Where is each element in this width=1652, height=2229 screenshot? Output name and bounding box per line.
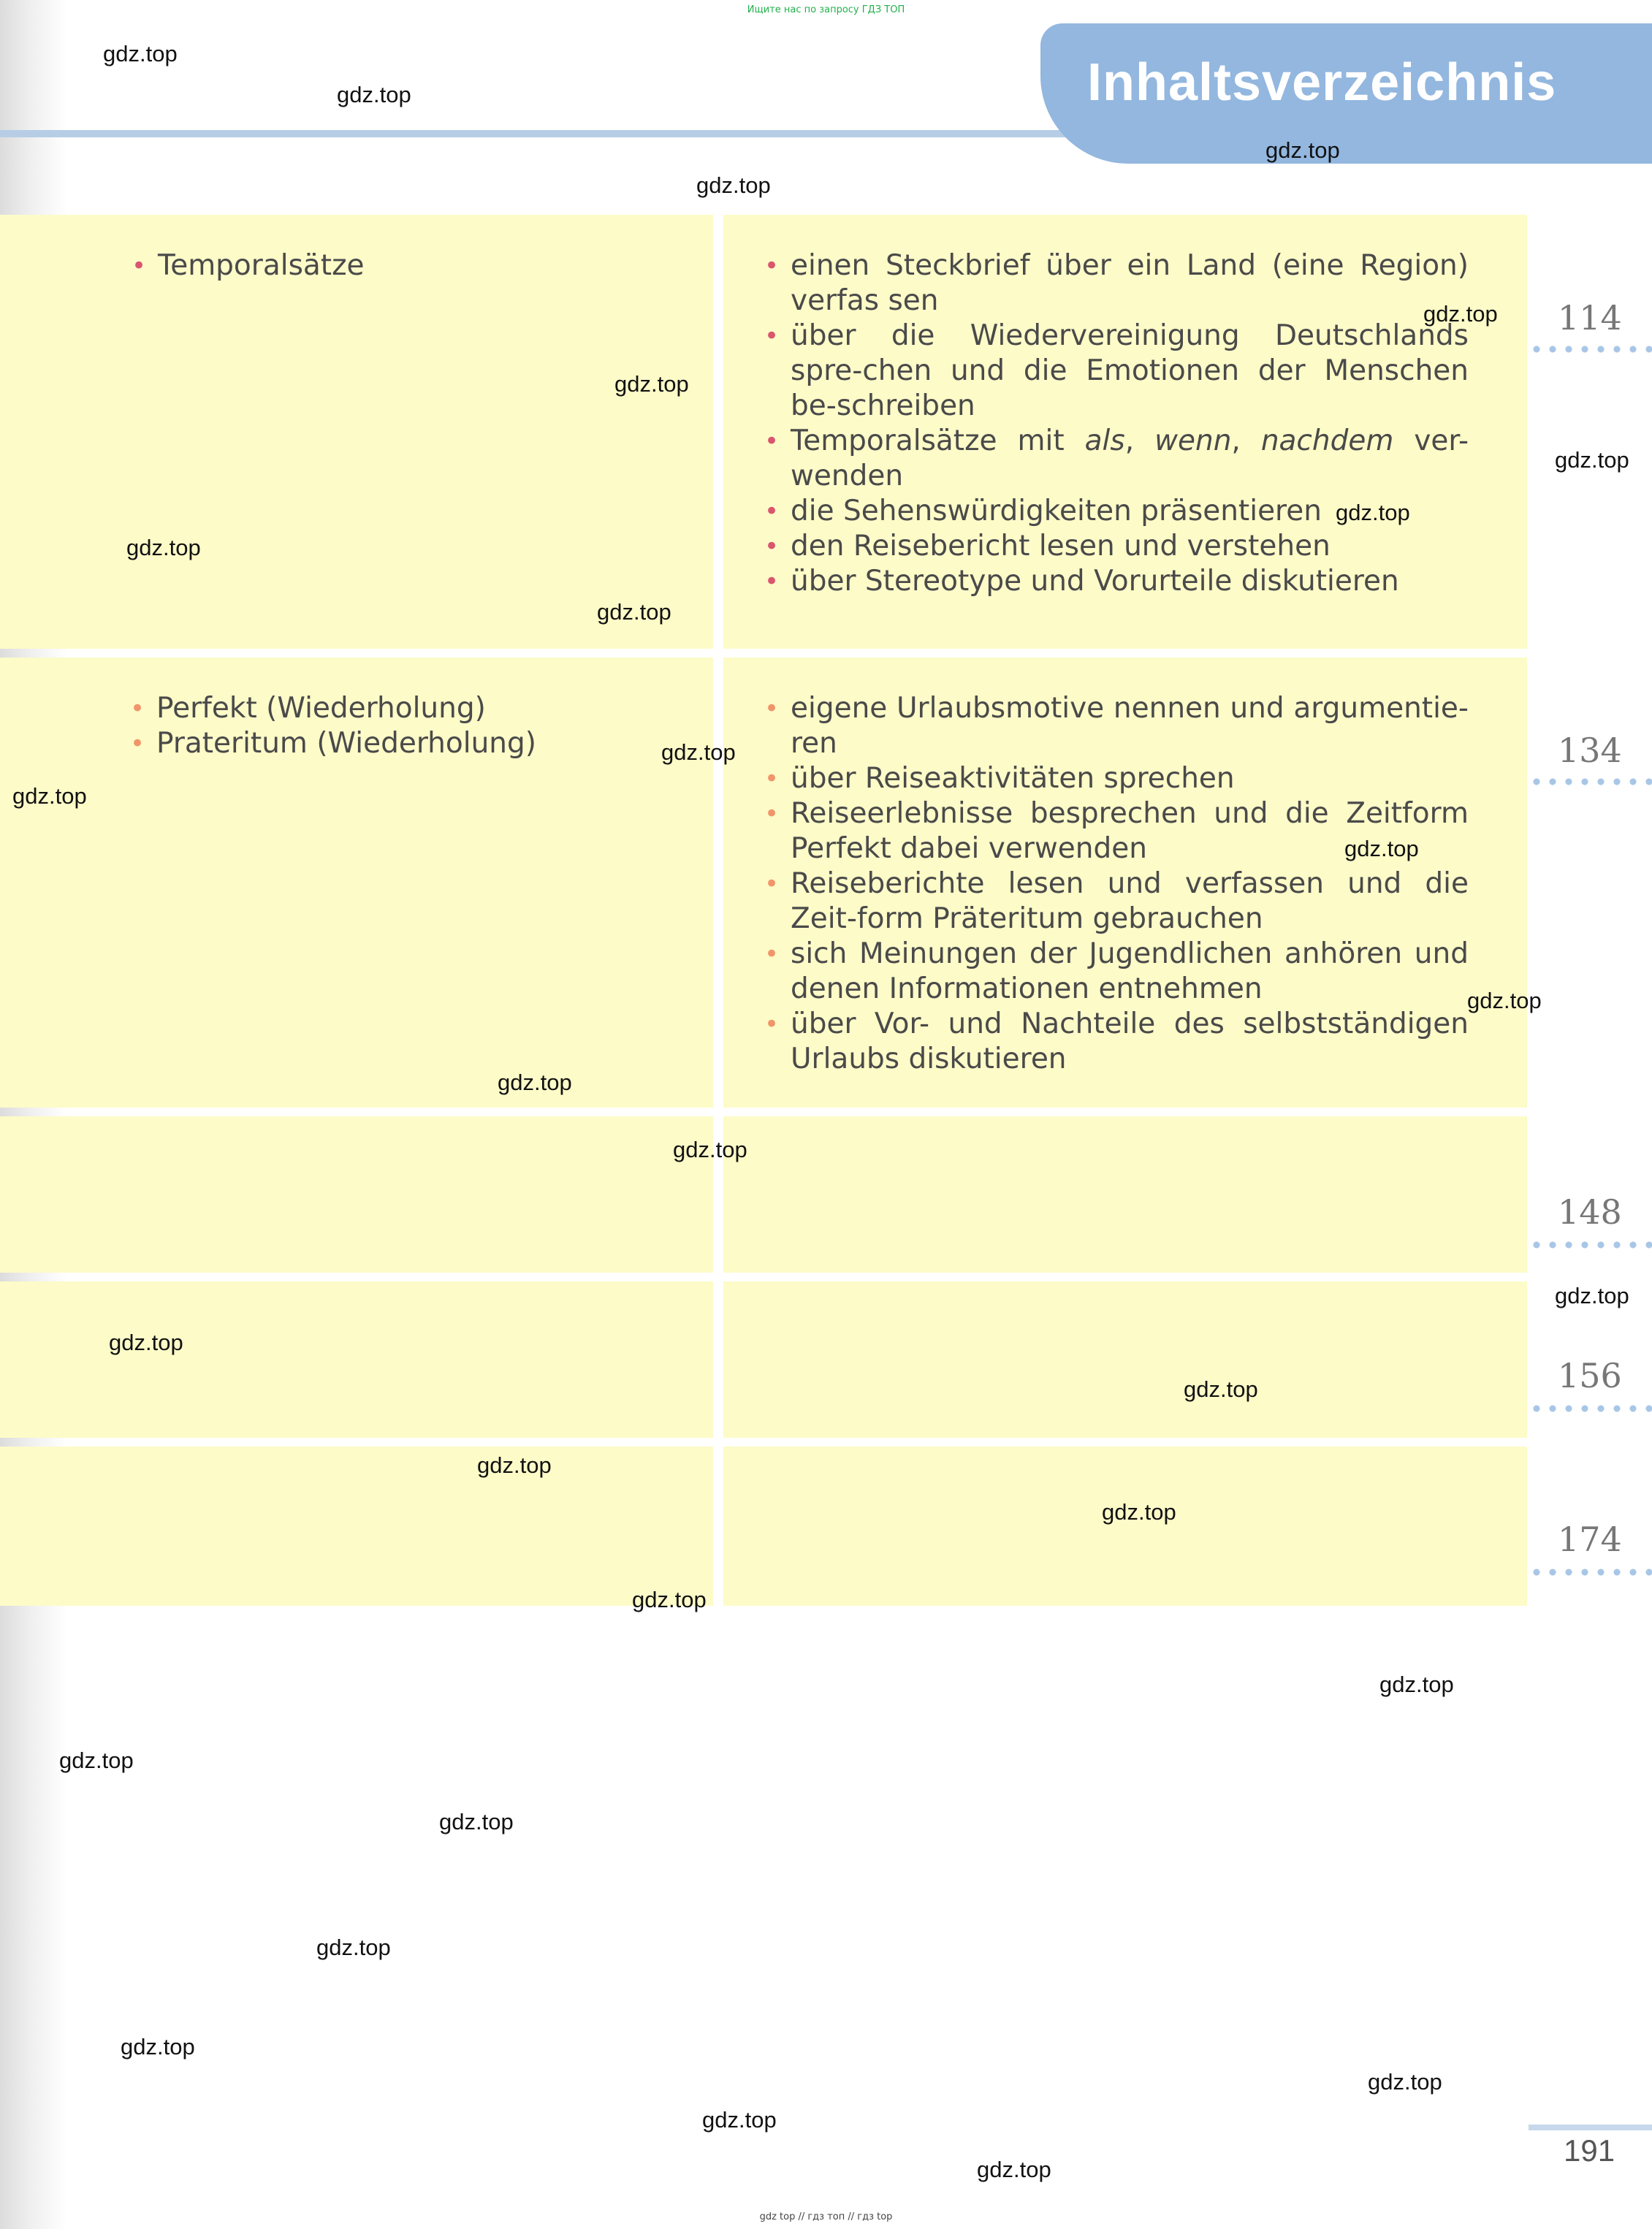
bullet-icon: •	[764, 251, 780, 281]
watermark: gdz.top	[59, 1748, 134, 1773]
page-title: Inhaltsverzeichnis	[1087, 53, 1557, 112]
watermark: gdz.top	[977, 2157, 1051, 2182]
watermark: gdz.top	[126, 535, 201, 560]
dotted-leader	[1529, 1241, 1652, 1249]
dotted-leader	[1529, 777, 1652, 786]
watermark: gdz.top	[1336, 500, 1410, 525]
watermark: gdz.top	[1555, 447, 1629, 473]
watermark: gdz.top	[1265, 137, 1340, 163]
watermark: gdz.top	[439, 1809, 514, 1834]
bullet-icon: •	[130, 729, 145, 758]
bullet-icon: •	[764, 532, 780, 561]
page-number: 148	[1558, 1192, 1622, 1232]
list-item: • über Reiseaktivitäten sprechen	[764, 762, 1235, 795]
bullet-icon: •	[764, 567, 780, 596]
bullet-icon: •	[764, 321, 780, 351]
bullet-icon: •	[764, 497, 780, 526]
list-item: • eigene Urlaubsmotive nennen und argumentie-ren	[764, 692, 1469, 760]
bullet-icon: •	[132, 251, 147, 281]
goals-list	[764, 691, 1469, 1077]
watermark: gdz.top	[1344, 836, 1419, 861]
list-item: • über Vor- und Nachteile des selbstständigen Urlaubs diskutieren	[764, 1007, 1469, 1075]
bullet-icon: •	[130, 694, 145, 723]
watermark: gdz.top	[614, 371, 689, 397]
watermark: gdz.top	[702, 2107, 777, 2133]
watermark: gdz.top	[1379, 1672, 1454, 1697]
page-number: 114	[1558, 298, 1622, 338]
watermark: gdz.top	[1368, 2069, 1442, 2095]
bullet-icon: •	[764, 694, 780, 723]
topic-cell	[0, 1447, 713, 1606]
bullet-icon: •	[764, 940, 780, 969]
list-item: • den Reisebericht lesen und verstehen	[764, 530, 1331, 563]
bullet-icon: •	[764, 1010, 780, 1039]
watermark: gdz.top	[1555, 1283, 1629, 1308]
watermark: gdz.top	[632, 1587, 707, 1612]
watermark: gdz.top	[1184, 1376, 1258, 1402]
bullet-icon: •	[764, 869, 780, 899]
dotted-leader	[1529, 345, 1652, 354]
footer-rule	[1529, 2125, 1652, 2130]
topic-item: • Temporalsätze	[132, 249, 365, 282]
watermark: gdz.top	[121, 2034, 195, 2060]
watermark: gdz.top	[661, 739, 736, 765]
list-item: • sich Meinungen der Jugendlichen anhören und denen Informationen entnehmen	[764, 937, 1469, 1005]
watermark: gdz.top	[109, 1330, 183, 1355]
list-item: • die Sehenswürdigkeiten präsentieren	[764, 495, 1322, 527]
header-rule	[0, 130, 1242, 137]
watermark: gdz.top	[597, 599, 671, 625]
topic-item: • Prateritum (Wiederholung)	[130, 727, 536, 760]
list-item: • über die Wiedervereinigung Deutschlands spre-chen und die Emotionen der Menschen be-schreiben	[764, 319, 1469, 422]
goals-cell	[723, 1447, 1527, 1606]
top-note: Ищите нас по запросу ГДЗ ТОП	[747, 4, 905, 15]
list-item: • über Stereotype und Vorurteile diskutieren	[764, 565, 1399, 598]
goals-cell	[723, 1116, 1527, 1273]
watermark: gdz.top	[1102, 1499, 1176, 1525]
watermark: gdz.top	[337, 82, 411, 107]
dotted-leader	[1529, 1404, 1652, 1413]
page-number: 174	[1558, 1520, 1622, 1559]
watermark: gdz.top	[103, 41, 178, 66]
topic-cell	[0, 1281, 713, 1438]
watermark: gdz.top	[696, 172, 771, 198]
watermark: gdz.top	[1467, 988, 1542, 1013]
list-item: • Temporalsätze mit als, wenn, nachdem ver-wenden	[764, 424, 1469, 492]
bullet-icon: •	[764, 764, 780, 793]
list-item: • Reiseberichte lesen und verfassen und die Zeit-form Präteritum gebrauchen	[764, 867, 1469, 935]
goals-cell	[723, 1281, 1527, 1438]
watermark: gdz.top	[477, 1452, 552, 1478]
dotted-leader	[1529, 1568, 1652, 1577]
page-number: 156	[1558, 1356, 1622, 1395]
watermark: gdz.top	[316, 1935, 391, 1960]
watermark: gdz.top	[673, 1137, 747, 1162]
goals-list	[764, 248, 1469, 599]
watermark: gdz.top	[12, 783, 87, 809]
footer-page-number: 191	[1564, 2133, 1615, 2168]
bullet-icon: •	[764, 799, 780, 828]
bullet-icon: •	[764, 427, 780, 456]
watermark: gdz.top	[1423, 301, 1498, 327]
page-number: 134	[1558, 731, 1622, 770]
bottom-note: gdz top // гдз топ // гдз top	[759, 2211, 893, 2222]
watermark: gdz.top	[498, 1070, 572, 1095]
topic-item: • Perfekt (Wiederholung)	[130, 692, 486, 725]
list-item: • einen Steckbrief über ein Land (eine Region) verfas sen	[764, 249, 1469, 317]
topic-cell	[0, 1116, 713, 1273]
list-item: • Reiseerlebnisse besprechen und die Zeitform Perfekt dabei verwenden	[764, 797, 1469, 865]
